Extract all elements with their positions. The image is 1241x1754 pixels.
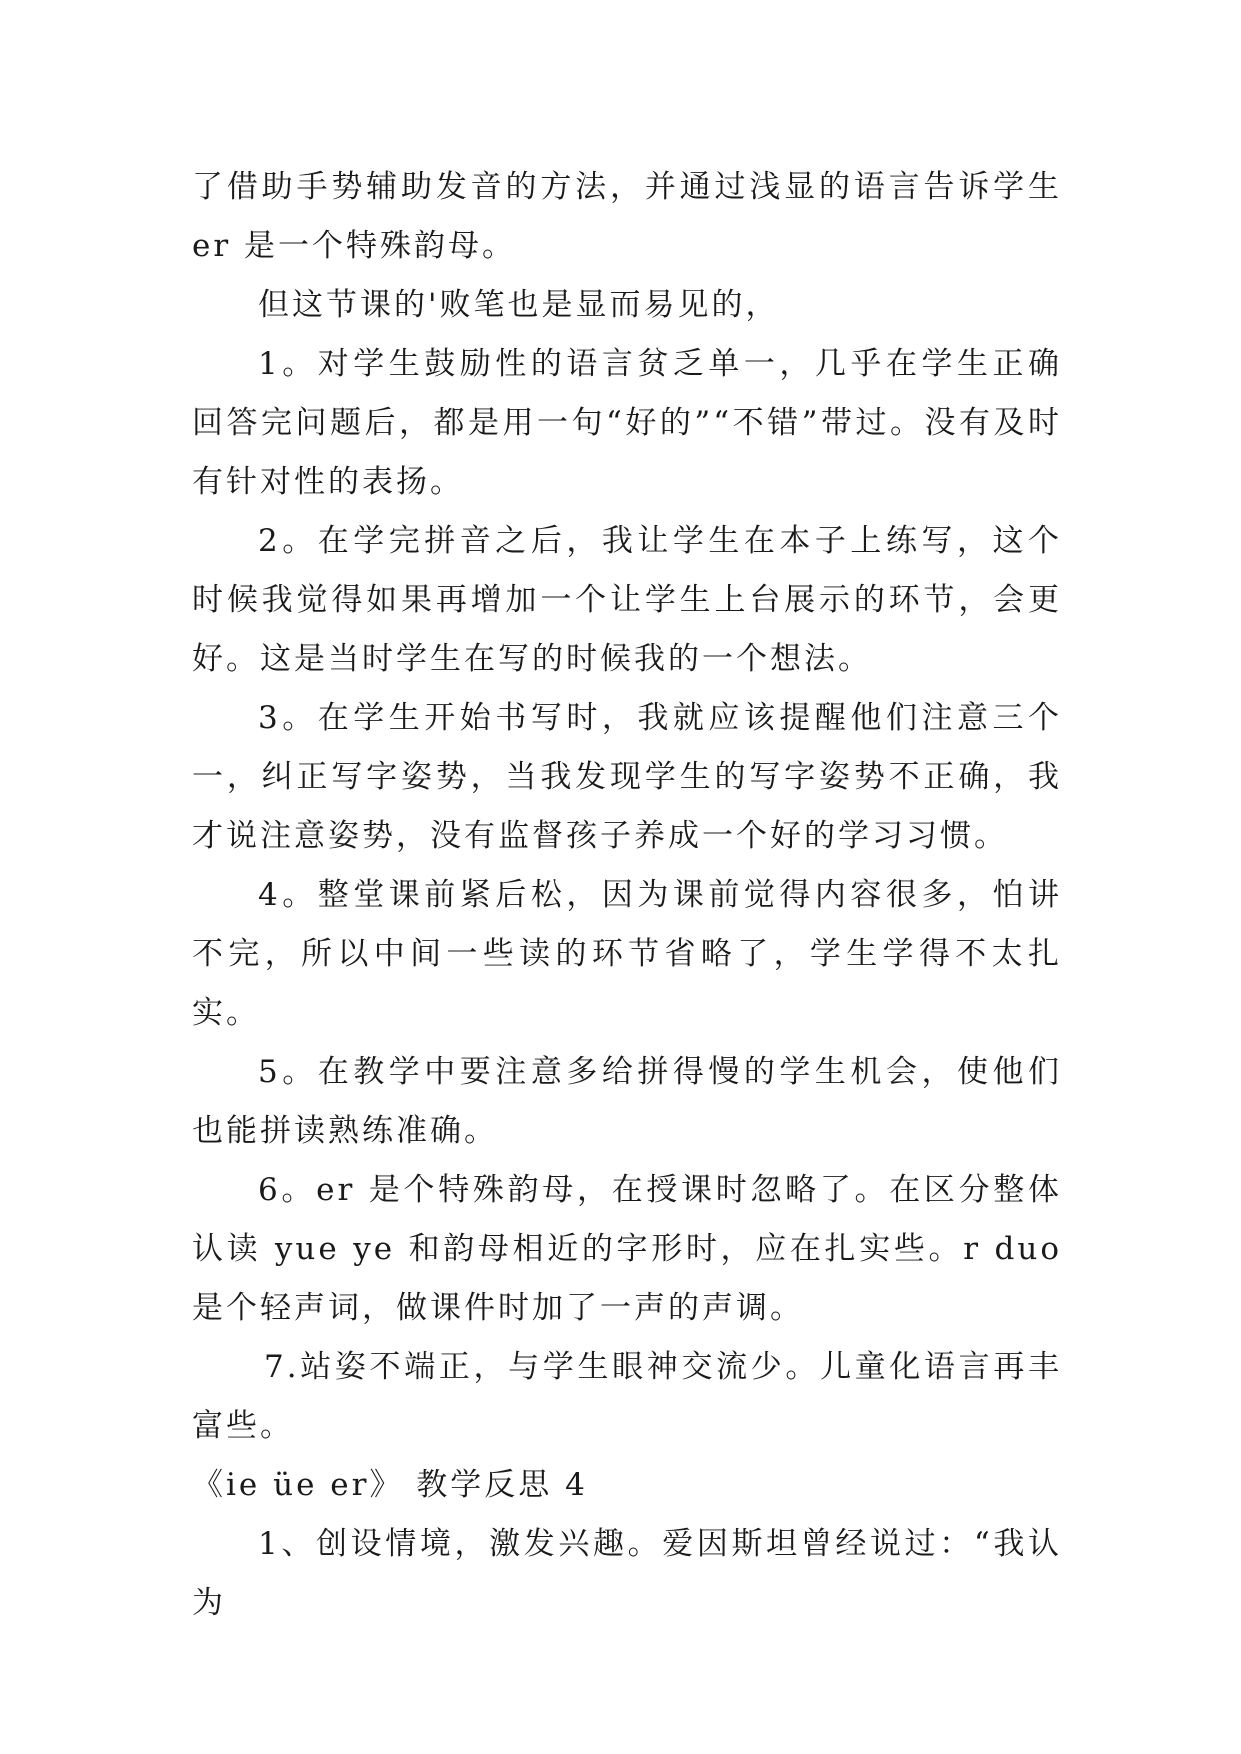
- document-page: [192, 158, 1062, 1633]
- list-item-3: 3。在学生开始书写时，我就应该提醒他们注意三个一，纠正写字姿势，当我发现学生的写字姿势不正确，我才说注意姿势，没有监督孩子养成一个好的学习习惯。: [192, 700, 1062, 854]
- list-item-6: 6。er 是个特殊韵母，在授课时忽略了。在区分整体认读 yue ye 和韵母相近的字形时，应在扎实些。r duo 是个轻声词，做课件时加了一声的声调。: [192, 1172, 1062, 1326]
- list-item-1: 1。对学生鼓励性的语言贫乏单一，几乎在学生正确回答完问题后，都是用一句“好的”“不错”带过。没有及时有针对性的表扬。: [192, 346, 1062, 500]
- list-item-4: 4。整堂课前紧后松，因为课前觉得内容很多，怕讲不完，所以中间一些读的环节省略了，学生学得不太扎实。: [192, 877, 1062, 1031]
- list-item-5: 5。在教学中要注意多给拼得慢的学生机会，使他们也能拼读熟练准确。: [192, 1054, 1062, 1149]
- section-title: 《ie üe er》 教学反思 4: [192, 1467, 588, 1503]
- paragraph-intro: 了借助手势辅助发音的方法，并通过浅显的语言告诉学生 er 是一个特殊韵母。: [192, 169, 1062, 264]
- paragraph-shortcomings-intro: 但这节课的'败笔也是显而易见的，: [258, 287, 780, 323]
- paragraph-section-start: 1、创设情境，激发兴趣。爱因斯坦曾经说过：“我认为: [192, 1526, 1062, 1621]
- list-item-2: 2。在学完拼音之后，我让学生在本子上练写，这个时候我觉得如果再增加一个让学生上台展示的环节，会更好。这是当时学生在写的时候我的一个想法。: [192, 523, 1062, 677]
- list-item-7: 7.站姿不端正，与学生眼神交流少。儿童化语言再丰富些。: [192, 1349, 1062, 1444]
